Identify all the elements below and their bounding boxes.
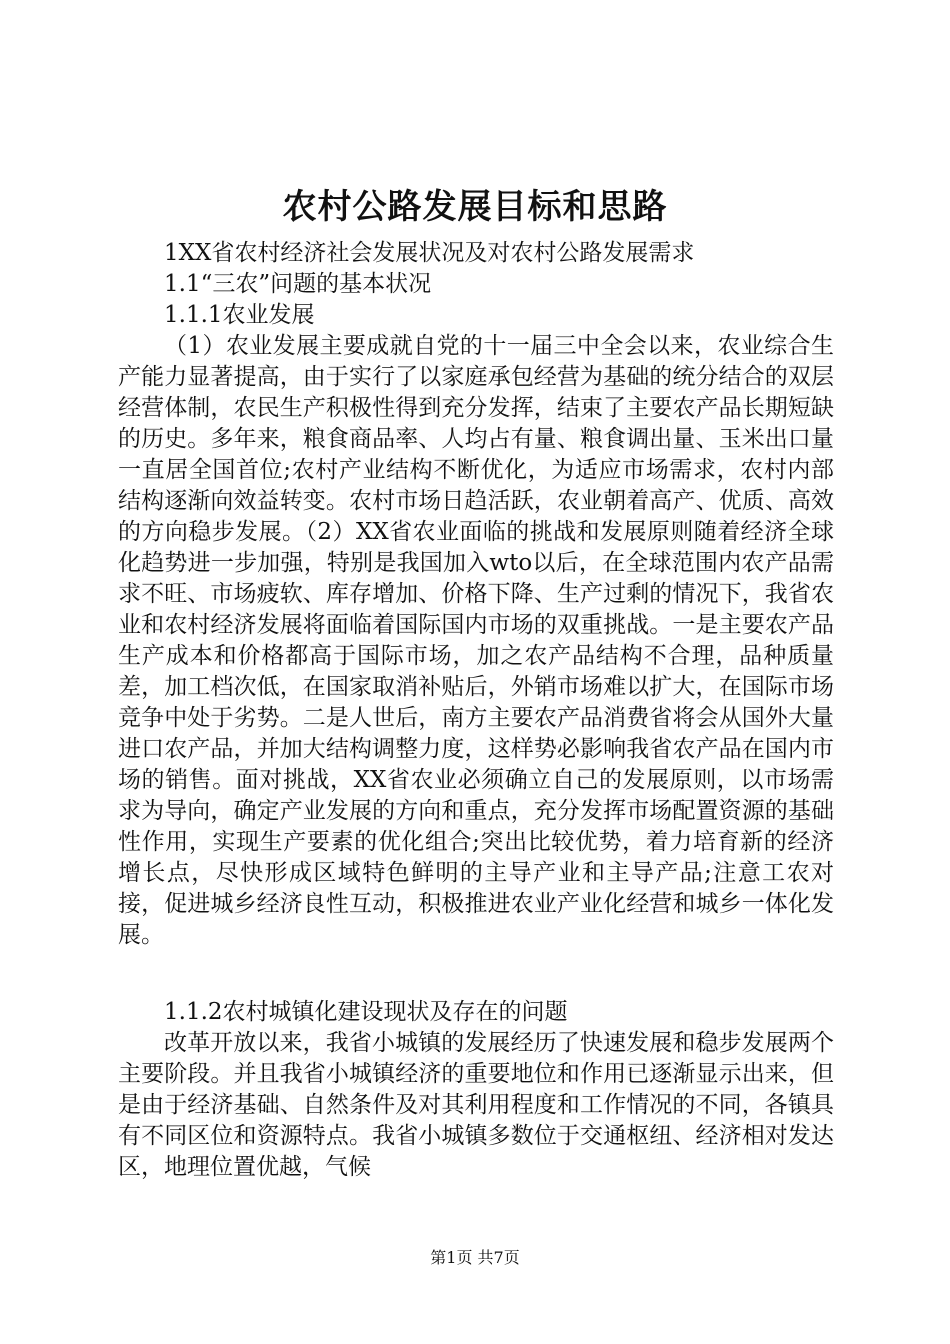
page-number-footer: 第1页 共7页 [430,1248,520,1267]
paragraph-agriculture-development: （1）农业发展主要成就自党的十一届三中全会以来，农业综合生产能力显著提高，由于实行了以家庭承包经营为基础的统分结合的双层经营体制，农民生产积极性得到充分发挥，结束了主要农产品长期短缺的历史。多年来，粮食商品率、人均占有量、粮食调出量、玉米出口量一直居全国首位;农村产业结构不断优化，为适应市场需求，农村内部结构逐渐向效益转变。农村市场日趋活跃，农业朝着高产、优质、高效的方向稳步发展。（2）XX省农业面临的挑战和发展原则随着经济全球化趋势进一步加强，特别是我国加入wto以后，在全球范围内农产品需求不旺、市场疲软、库存增加、价格下降、生产过剩的情况下，我省农业和农村经济发展将面临着国际国内市场的双重挑战。一是主要农产品生产成本和价格都高于国际市场，加之农产品结构不合理，品种质量差，加工档次低，在国家取消补贴后，外销市场难以扩大，在国际市场竞争中处于劣势。二是人世后，南方主要农产品消费省将会从国外大量进口农产品，并加大结构调整力度，这样势必影响我省农产品在国内市场的销售。面对挑战，XX省农业必须确立自己的发展原则，以市场需求为导向，确定产业发展的方向和重点，充分发挥市场配置资源的基础性作用，实现生产要素的优化组合;突出比较优势，着力培育新的经济增长点，尽快形成区域特色鲜明的主导产业和主导产品;注意工农对接，促进城乡经济良性互动，积极推进农业产业化经营和城乡一体化发展。 [118,333,834,948]
section-heading-1: 1XX省农村经济社会发展状况及对农村公路发展需求 [164,240,695,266]
section-heading-1-1-2: 1.1.2农村城镇化建设现状及存在的问题 [164,999,568,1025]
section-heading-1-1: 1.1“三农”问题的基本状况 [164,271,432,297]
paragraph-urbanization: 改革开放以来，我省小城镇的发展经历了快速发展和稳步发展两个主要阶段。并且我省小城镇经济的重要地位和作用已逐渐显示出来，但是由于经济基础、自然条件及对其利用程度和工作情况的不同，各镇具有不同区位和资源特点。我省小城镇多数位于交通枢纽、经济相对发达区，地理位置优越，气候 [118,1030,834,1180]
document-title: 农村公路发展目标和思路 [282,187,668,227]
section-heading-1-1-1: 1.1.1农业发展 [164,302,315,328]
